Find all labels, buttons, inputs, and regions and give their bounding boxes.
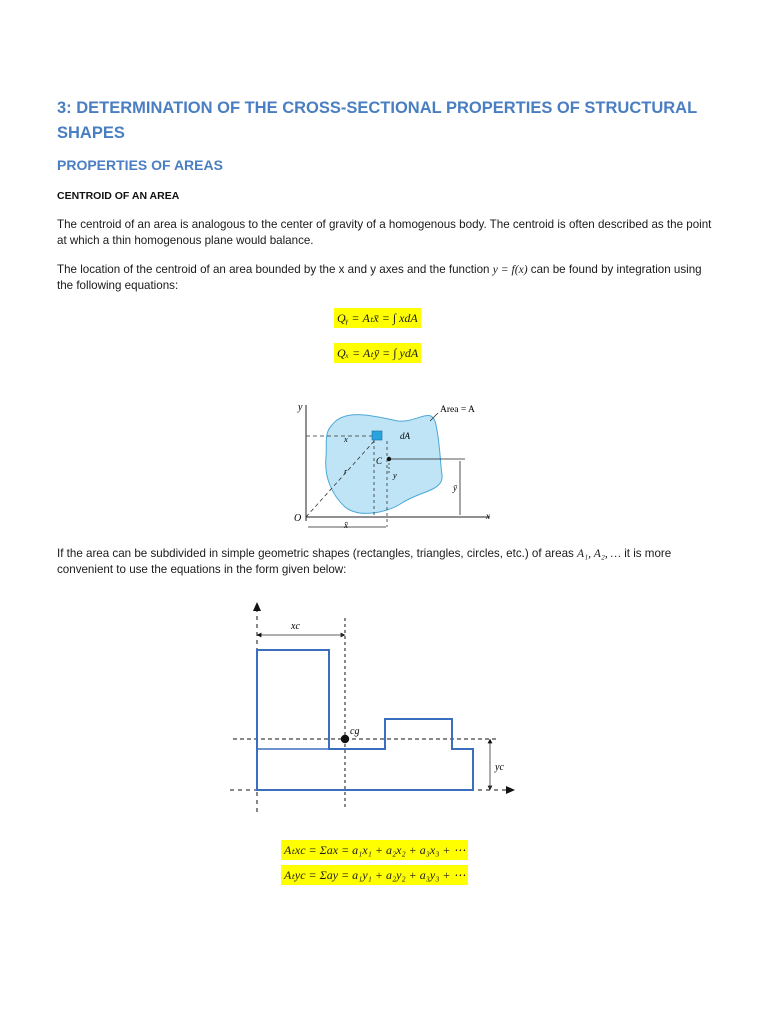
area-label: Area = A xyxy=(440,405,475,415)
x-distance-label: x xyxy=(344,434,348,444)
paragraph-composite xyxy=(57,546,717,578)
equation-composite-y-text: Aₜyc = Σay = a₁y₁ + a₂y₂ + a₃y₃ + ⋯ xyxy=(281,865,468,885)
x-bar-label: x̄ xyxy=(344,520,348,530)
y-bar-label: ȳ xyxy=(453,483,457,493)
radius-label: r xyxy=(344,466,348,476)
paragraph-text: The location of the centroid of an area bounded by the x and y axes and the function xyxy=(57,263,493,276)
element-label: dA xyxy=(400,431,410,441)
equation-composite-x xyxy=(281,843,468,858)
y-distance-label: y xyxy=(393,470,397,480)
section-heading: PROPERTIES OF AREAS xyxy=(57,157,223,173)
subsection-heading: CENTROID OF AN AREA xyxy=(57,190,180,202)
paragraph-text: it is more convenient to use the equations in the form given below: xyxy=(57,547,672,576)
yc-label: yc xyxy=(495,762,504,773)
paragraph-centroid-definition: The centroid of an area is analogous to the center of gravity of a homogenous body. The centroid is often described as the point at which a thin homogenous plane would balance. xyxy=(57,218,712,247)
x-axis-label: x xyxy=(486,511,490,521)
composite-shape-outline xyxy=(257,650,473,790)
equation-composite-y xyxy=(281,868,468,883)
page-title: 3: DETERMINATION OF THE CROSS-SECTIONAL PROPERTIES OF STRUCTURAL SHAPES xyxy=(57,99,697,142)
areas-expression: A₁, A₂, … xyxy=(577,547,621,560)
area-shape xyxy=(326,415,442,514)
figure-area-centroid-svg xyxy=(290,395,500,535)
centroid-point xyxy=(387,457,391,461)
centroid-label: C xyxy=(376,456,383,466)
cg-point xyxy=(341,735,349,743)
y-axis-label: y xyxy=(298,402,303,413)
cg-label: cg xyxy=(350,726,360,737)
differential-element xyxy=(372,431,382,440)
function-expression: y = f(x) xyxy=(492,263,528,276)
paragraph-text: If the area can be subdivided in simple geometric shapes (rectangles, triangles, circles, etc.) of areas xyxy=(57,547,578,560)
origin-label: O xyxy=(294,513,302,524)
figure-composite-shape xyxy=(225,598,525,823)
equation-qx xyxy=(334,346,421,361)
figure-area-centroid xyxy=(290,395,500,540)
paragraph-text: can be found by integration using the following equations: xyxy=(57,263,702,292)
equation-composite-x-text: Aₜxc = Σax = a₁x₁ + a₂x₂ + a₃x₃ + ⋯ xyxy=(281,840,468,860)
figure-composite-shape-svg xyxy=(225,598,525,818)
equation-qy-text: Qᵧ = Aₜx̄ = ∫ xdA xyxy=(334,308,421,328)
equation-qx-text: Qₓ = Aₜȳ = ∫ ydA xyxy=(334,343,421,363)
paragraph-integration xyxy=(57,262,717,294)
equation-qy xyxy=(334,311,421,326)
xc-label: xc xyxy=(291,621,300,632)
